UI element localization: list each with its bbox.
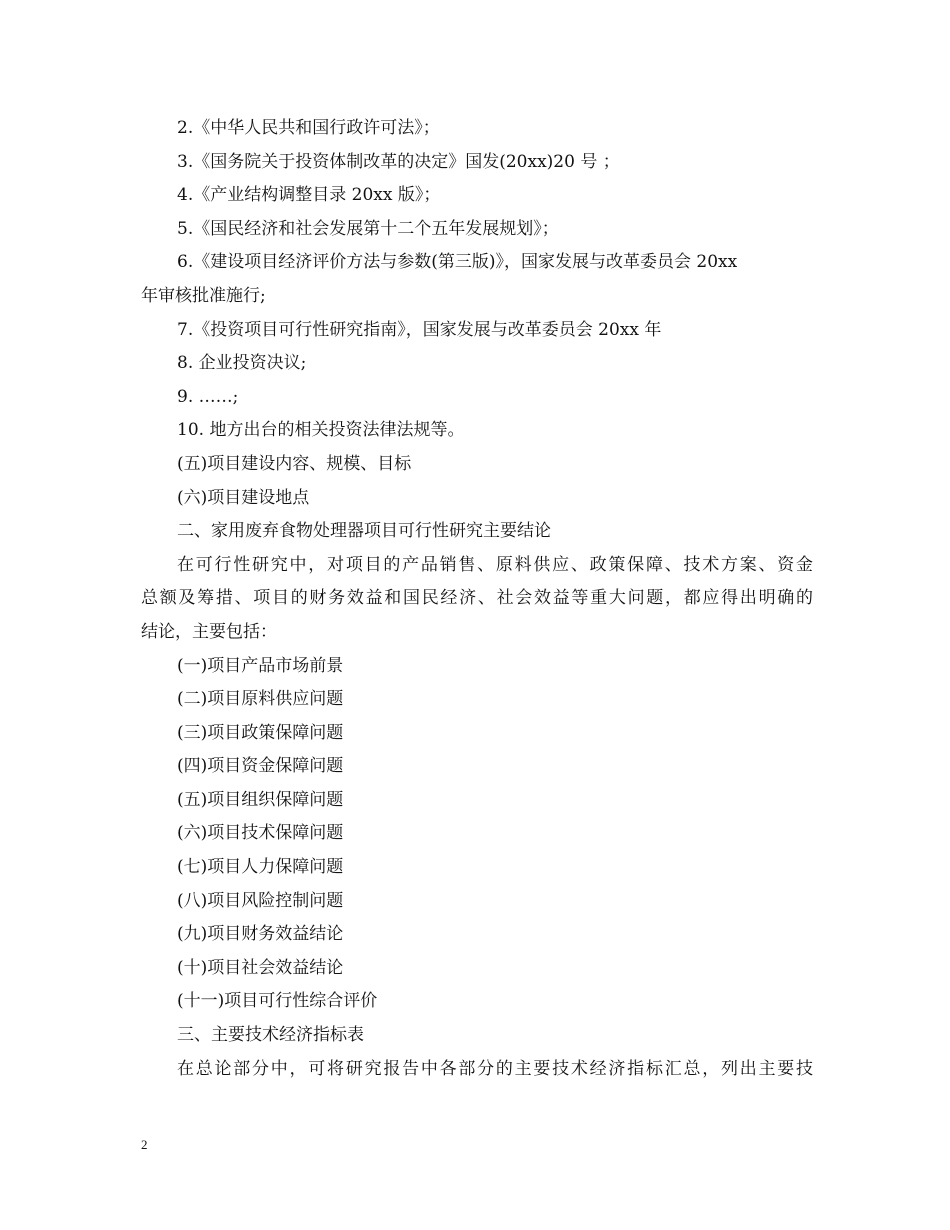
text-line: (九)项目财务效益结论	[177, 924, 344, 945]
text-line: (七)项目人力保障问题	[177, 857, 344, 878]
text-line: 结论，主要包括：	[141, 621, 277, 642]
text-line: 5.《国民经济和社会发展第十二个五年发展规划》；	[177, 218, 559, 239]
text-line: 年审核批准施行;	[141, 285, 266, 306]
text-line: 7.《投资项目可行性研究指南》，国家发展与改革委员会 20xx 年	[177, 319, 662, 340]
text-line: 2.《中华人民共和国行政许可法》；	[177, 118, 440, 138]
text-line: (十一)项目可行性综合评价	[177, 991, 378, 1012]
text-line: 三、主要技术经济指标表	[177, 1025, 364, 1046]
text-line: (十)项目社会效益结论	[177, 957, 344, 978]
text-line: (四)项目资金保障问题	[177, 756, 344, 777]
page-number: 2	[141, 1137, 148, 1152]
text-line: (六)项目建设地点	[177, 487, 310, 508]
text-line: 总额及筹措、项目的财务效益和国民经济、社会效益等重大问题，都应得出明确的	[141, 588, 813, 609]
text-line: (三)项目政策保障问题	[177, 722, 344, 743]
text-line: 在总论部分中，可将研究报告中各部分的主要技术经济指标汇总，列出主要技	[177, 1058, 813, 1079]
text-line: 二、家用废弃食物处理器项目可行性研究主要结论	[177, 521, 551, 542]
text-line: (八)项目风险控制问题	[177, 890, 344, 911]
text-line: (五)项目建设内容、规模、目标	[177, 453, 412, 474]
text-line: (一)项目产品市场前景	[177, 655, 344, 676]
text-line: 在可行性研究中，对项目的产品销售、原料供应、政策保障、技术方案、资金	[177, 554, 813, 575]
text-line: 9. ……;	[177, 386, 239, 407]
text-line: 4.《产业结构调整目录 20xx 版》；	[177, 185, 441, 206]
text-line: (六)项目技术保障问题	[177, 823, 344, 844]
text-line: (五)项目组织保障问题	[177, 789, 344, 810]
document-body	[141, 112, 813, 1086]
text-line: 6.《建设项目经济评价方法与参数(第三版)》，国家发展与改革委员会 20xx	[177, 252, 738, 273]
text-line: 8. 企业投资决议;	[177, 353, 307, 374]
text-line: 10. 地方出台的相关投资法律法规等。	[177, 420, 465, 441]
text-line: (二)项目原料供应问题	[177, 689, 344, 710]
text-line: 3.《国务院关于投资体制改革的决定》国发(20xx)20 号 ；	[177, 151, 620, 172]
